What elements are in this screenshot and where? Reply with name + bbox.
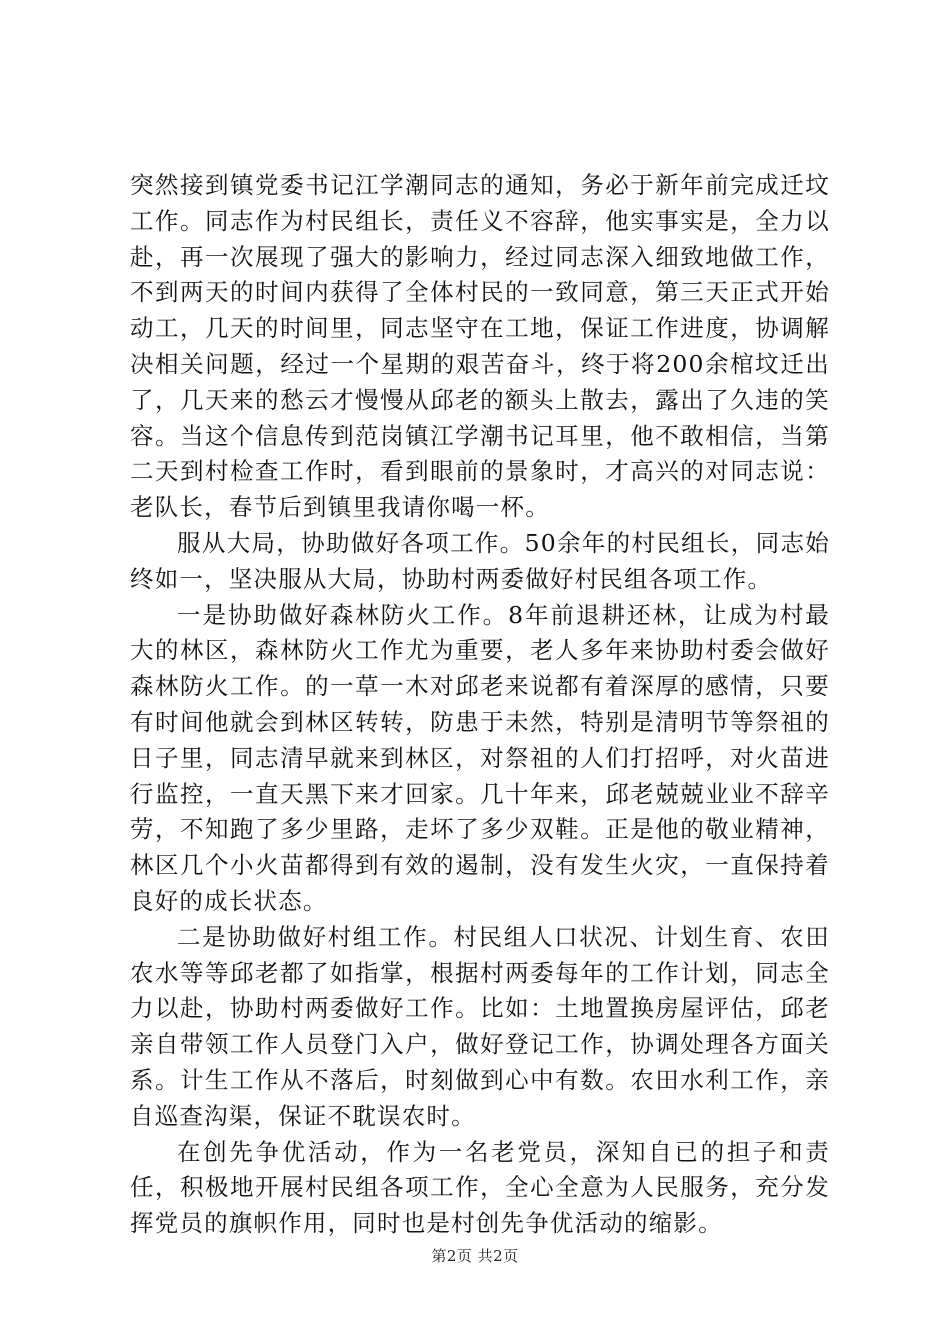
paragraph-obey-overall: 服从大局，协助做好各项工作。50余年的村民组长，同志始终如一，坚决服从大局，协助村两委做好村民组各项工作。 xyxy=(130,528,830,593)
paragraph-village-work: 二是协助做好村组工作。村民组人口状况、计划生育、农田农水等等邱老都了如指掌，根据村两委每年的工作计划，同志全力以赴，协助村两委做好工作。比如：土地置换房屋评估，邱老亲自带领工作人员登门入户，做好登记工作，协调处理各方面关系。计生工作从不落后，时刻做到心中有数。农田水利工作，亲自巡查沟渠，保证不耽误农时。 xyxy=(130,922,830,1130)
page-number-footer: 第2页 共2页 xyxy=(431,1247,519,1265)
paragraph-fire-prevention: 一是协助做好森林防火工作。8年前退耕还林，让成为村最大的林区，森林防火工作尤为重要，老人多年来协助村委会做好森林防火工作。的一草一木对邱老来说都有着深厚的感情，只要有时间他就会到林区转转，防患于未然，特别是清明节等祭祖的日子里，同志清早就来到林区，对祭祖的人们打招呼，对火苗进行监控，一直天黑下来才回家。几十年来，邱老兢兢业业不辞辛劳，不知跑了多少里路，走坏了多少双鞋。正是他的敬业精神，林区几个小火苗都得到有效的遏制，没有发生火灾，一直保持着良好的成长状态。 xyxy=(130,600,830,915)
paragraph-party-member: 在创先争优活动，作为一名老党员，深知自已的担子和责任，积极地开展村民组各项工作，全心全意为人民服务，充分发挥党员的旗帜作用，同时也是村创先争优活动的缩影。 xyxy=(130,1137,830,1238)
paragraph-relocation: 突然接到镇党委书记江学潮同志的通知，务必于新年前完成迁坟工作。同志作为村民组长，责任义不容辞，他实事实是，全力以赴，再一次展现了强大的影响力，经过同志深入细致地做工作，不到两天的时间内获得了全体村民的一致同意，第三天正式开始动工，几天的时间里，同志坚守在工地，保证工作进度，协调解决相关问题，经过一个星期的艰苦奋斗，终于将200余棺坟迁出了，几天来的愁云才慢慢从邱老的额头上散去，露出了久违的笑容。当这个信息传到范岗镇江学潮书记耳里，他不敢相信，当第二天到村检查工作时，看到眼前的景象时，才高兴的对同志说：老队长，春节后到镇里我请你喝一杯。 xyxy=(130,171,830,522)
document-body xyxy=(130,168,830,1242)
